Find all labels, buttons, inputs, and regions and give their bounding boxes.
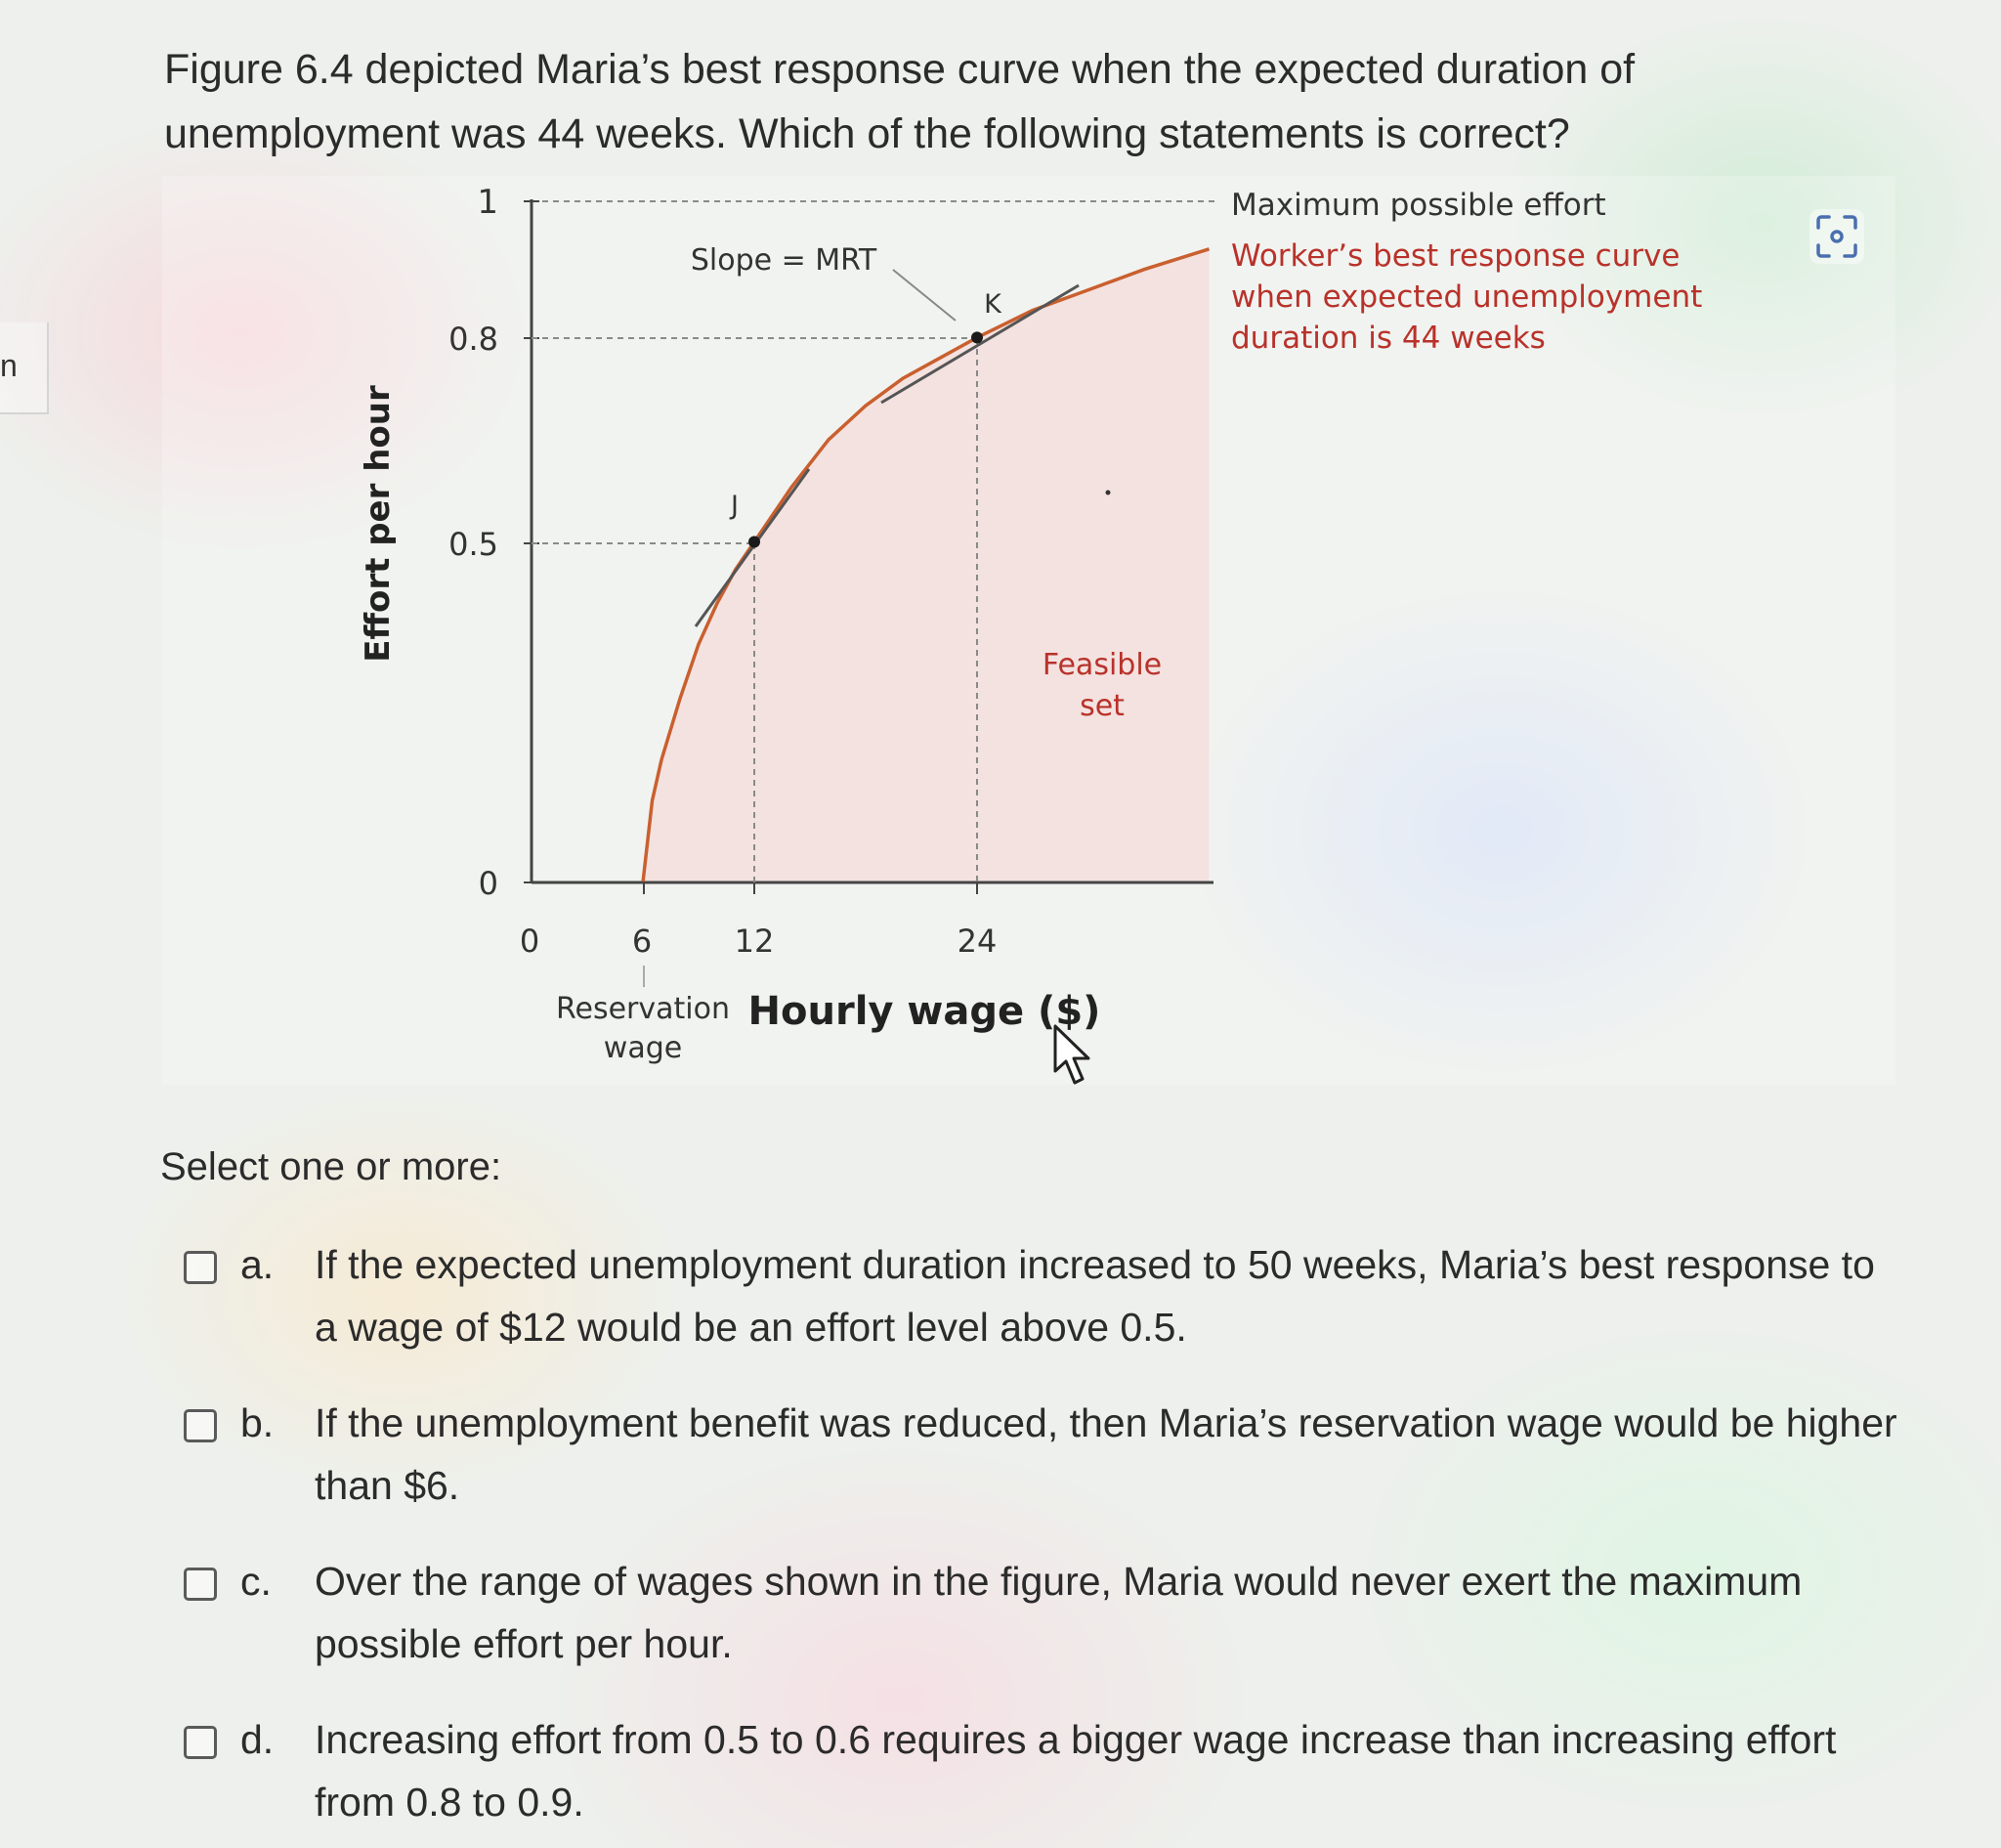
feasible-label-line2: set: [1080, 689, 1125, 723]
option-d-text: Increasing effort from 0.5 to 0.6 requires a bigger wage increase than increasing effort from 0.8 to 0.9.: [315, 1717, 1837, 1825]
select-one-or-more-label: Select one or more:: [160, 1145, 502, 1188]
option-a-letter: a.: [240, 1242, 275, 1287]
option-c-checkbox[interactable]: [184, 1568, 217, 1601]
curve-label-line1: Worker’s best response curve: [1231, 238, 1681, 274]
feasible-label-line1: Feasible: [1042, 648, 1163, 682]
point-j-label: J: [731, 491, 739, 521]
x-tick-label-6: 6: [631, 923, 653, 960]
y-axis-title: Effort per hour: [359, 385, 398, 663]
x-axis-title: Hourly wage ($): [747, 989, 1101, 1034]
max-effort-label: Maximum possible effort: [1231, 188, 1606, 223]
x-tick-label-0: 0: [519, 923, 540, 960]
option-a-checkbox[interactable]: [184, 1251, 217, 1284]
option-a-text: If the expected unemployment duration increased to 50 weeks, Maria’s best response to a wage of $12 would be an effort level above 0.5.: [315, 1242, 1875, 1350]
x-tick-label-24: 24: [957, 923, 998, 960]
option-d-checkbox[interactable]: [184, 1726, 217, 1759]
point-k-label: K: [984, 289, 1001, 320]
question-text: Figure 6.4 depicted Maria’s best response curve when the expected duration of unemployment was 44 weeks. Which of the following statements is correct?: [164, 46, 1636, 157]
option-b-letter: b.: [240, 1400, 275, 1445]
stray-dot: [1106, 491, 1111, 495]
curve-label-line3: duration is 44 weeks: [1231, 321, 1546, 356]
y-tick-label-0-5: 0.5: [448, 526, 498, 563]
slope-label-pointer: [893, 270, 956, 321]
option-d-letter: d.: [240, 1717, 275, 1762]
y-tick-label-1: 1: [477, 183, 498, 222]
option-c-text: Over the range of wages shown in the figure, Maria would never exert the maximum possible effort per hour.: [315, 1559, 1803, 1666]
y-tick-label-0-8: 0.8: [448, 321, 498, 358]
left-panel-edge-text: n: [0, 348, 18, 383]
reservation-wage-label-line1: Reservation: [556, 992, 730, 1026]
point-j-marker: [748, 537, 760, 548]
curve-label-line2: when expected unemployment: [1231, 279, 1703, 315]
option-b-text: If the unemployment benefit was reduced, then Maria’s reservation wage would be higher than $6.: [315, 1400, 1897, 1508]
focus-expand-icon: [1814, 214, 1859, 259]
option-a[interactable]: [176, 1233, 1895, 1360]
slope-label: Slope = MRT: [690, 243, 877, 278]
option-b-checkbox[interactable]: [184, 1409, 217, 1442]
best-response-chart: [162, 176, 1895, 1085]
mouse-pointer-icon: [1051, 1022, 1100, 1091]
option-c-letter: c.: [240, 1559, 272, 1604]
option-d[interactable]: [176, 1708, 1895, 1835]
option-b[interactable]: [176, 1392, 1895, 1519]
reservation-wage-label-line2: wage: [603, 1031, 683, 1065]
figure-6-4: [162, 176, 1895, 1085]
expand-image-button[interactable]: [1809, 209, 1864, 264]
y-tick-label-0: 0: [478, 865, 498, 902]
x-tick-label-12: 12: [734, 923, 775, 960]
feasible-set-region: [643, 249, 1210, 882]
option-c[interactable]: [176, 1550, 1895, 1677]
point-k-marker: [971, 331, 983, 343]
